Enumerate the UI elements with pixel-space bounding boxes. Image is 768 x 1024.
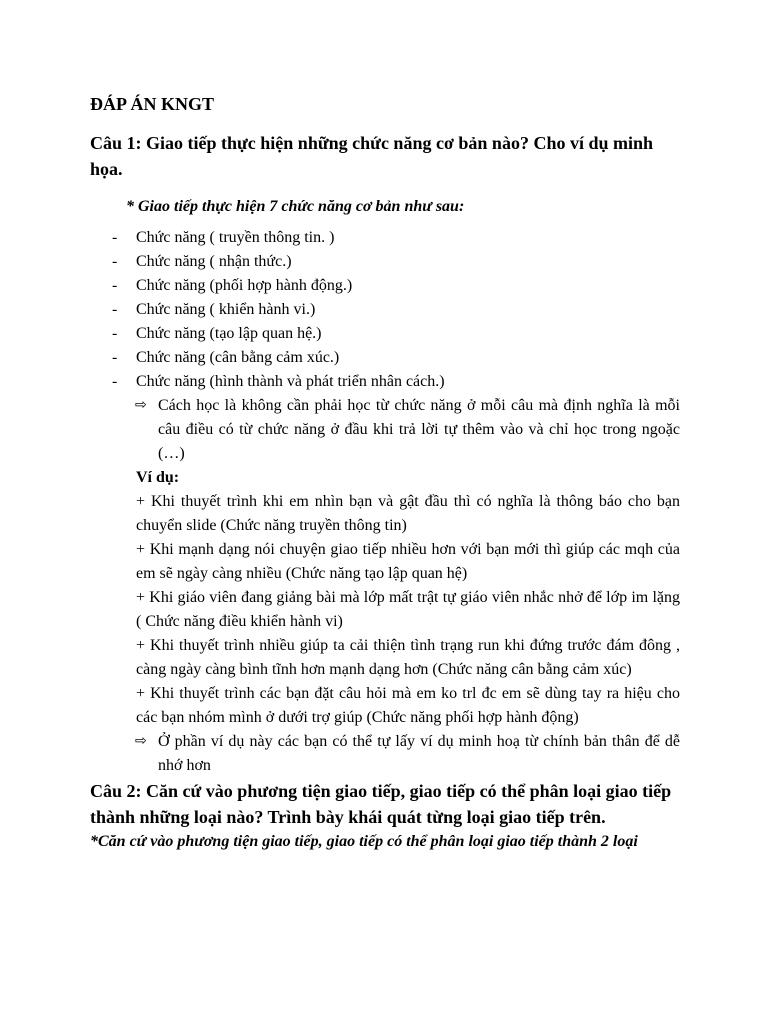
dash-bullet: -	[112, 229, 118, 246]
example-item: + Khi thuyết trình khi em nhìn bạn và gật đầu thì có nghĩa là thông báo cho bạn chuyển slide (Chức năng truyền thông tin)	[136, 493, 680, 534]
example-item: + Khi thuyết trình các bạn đặt câu hỏi mà em ko trl đc em sẽ dùng tay ra hiệu cho các bạn nhóm mình ở dưới trợ giúp (Chức năng phối hợp hành động)	[136, 685, 680, 726]
dash-bullet: -	[112, 373, 118, 390]
dash-bullet: -	[112, 349, 118, 366]
examples-label: Ví dụ:	[136, 469, 180, 486]
dash-bullet: -	[112, 253, 118, 270]
dash-bullet: -	[112, 325, 118, 342]
arrow-right-icon: ⇨	[135, 734, 147, 749]
example-item: + Khi giáo viên đang giảng bài mà lớp mất trật tự giáo viên nhắc nhở để lớp im lặng ( Chức năng điều khiển hành vi)	[136, 589, 680, 630]
document-title: ĐÁP ÁN KNGT	[90, 94, 215, 114]
functions-list	[90, 226, 680, 394]
question-2-intro: *Căn cứ vào phương tiện giao tiếp, giao tiếp có thể phân loại giao tiếp thành 2 loại	[90, 833, 638, 850]
question-1-heading: Câu 1: Giao tiếp thực hiện những chức năng cơ bản nào? Cho ví dụ minh họa.	[90, 133, 653, 179]
list-item: - Chức năng ( nhận thức.)	[90, 250, 680, 274]
question-1-intro: * Giao tiếp thực hiện 7 chức năng cơ bản như sau:	[126, 198, 465, 215]
document-body	[90, 92, 680, 854]
list-item: - Chức năng ( truyền thông tin. )	[90, 226, 680, 250]
example-item: + Khi mạnh dạng nói chuyện giao tiếp nhiều hơn với bạn mới thì giúp các mqh của em sẽ ngày càng nhiều (Chức năng tạo lập quan hệ)	[136, 541, 680, 582]
list-item: - Chức năng (tạo lập quan hệ.)	[90, 322, 680, 346]
question-2-heading: Câu 2: Căn cứ vào phương tiện giao tiếp, giao tiếp có thể phân loại giao tiếp thành những loại nào? Trình bày khái quát từng loại giao tiếp trên.	[90, 781, 672, 827]
example-item: + Khi thuyết trình nhiều giúp ta cải thiện tình trạng run khi đứng trước đám đông , càng ngày càng bình tĩnh hơn mạnh dạng hơn (Chức năng cân bằng cảm xúc)	[136, 637, 680, 678]
example-note: ⇨ Ở phần ví dụ này các bạn có thể tự lấy ví dụ minh hoạ từ chính bản thân để dễ nhớ hơn	[90, 730, 680, 778]
dash-bullet: -	[112, 301, 118, 318]
arrow-right-icon: ⇨	[135, 398, 147, 413]
study-note: ⇨ Cách học là không cần phải học từ chức năng ở mỗi câu mà định nghĩa là mỗi câu điều có từ chức năng ở đầu khi trả lời tự thêm vào và chỉ học trong ngoặc (…)	[90, 394, 680, 466]
list-item: - Chức năng (hình thành và phát triển nhân cách.)	[90, 370, 680, 394]
list-item: - Chức năng (phối hợp hành động.)	[90, 274, 680, 298]
dash-bullet: -	[112, 277, 118, 294]
list-item: - Chức năng (cân bằng cảm xúc.)	[90, 346, 680, 370]
list-item: - Chức năng ( khiển hành vi.)	[90, 298, 680, 322]
examples-section	[90, 466, 680, 730]
